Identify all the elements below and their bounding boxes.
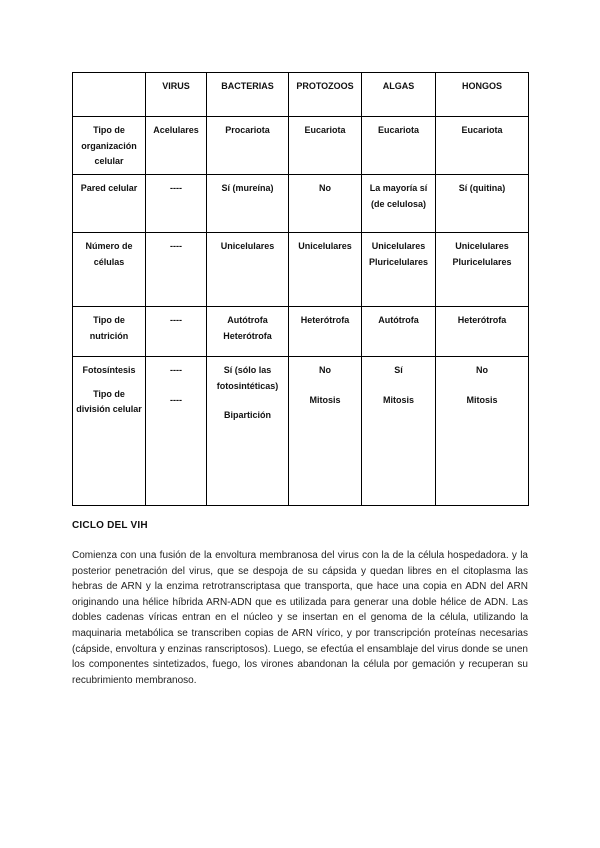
row-label-pared: Pared celular bbox=[73, 175, 146, 233]
cell-pared-algas: La mayoría sí (de celulosa) bbox=[362, 175, 436, 233]
cell-numero-protozoos: Unicelulares bbox=[289, 233, 362, 307]
label-division: Tipo de división celular bbox=[76, 388, 142, 414]
hongos-division: Mitosis bbox=[466, 394, 498, 405]
cell-final-hongos bbox=[436, 357, 529, 506]
header-hongos: HONGOS bbox=[436, 73, 529, 117]
cell-final-protozoos bbox=[289, 357, 362, 506]
cell-pared-hongos: Sí (quitina) bbox=[436, 175, 529, 233]
header-bacterias: BACTERIAS bbox=[207, 73, 289, 117]
algas-fotosintesis: Sí bbox=[394, 365, 403, 375]
cell-nutricion-protozoos: Heterótrofa bbox=[289, 307, 362, 357]
algas-division: Mitosis bbox=[382, 394, 414, 405]
bacterias-division: Bipartición bbox=[223, 410, 271, 420]
row-organizacion bbox=[73, 117, 529, 175]
cell-nutricion-hongos: Heterótrofa bbox=[436, 307, 529, 357]
cell-org-virus: Acelulares bbox=[146, 117, 207, 175]
protozoos-division: Mitosis bbox=[309, 394, 341, 405]
virus-fotosintesis: ---- bbox=[170, 365, 182, 375]
bacterias-fotosintesis: Sí (sólo las fotosintéticas) bbox=[216, 365, 279, 391]
header-row bbox=[73, 73, 529, 117]
cell-numero-virus: ---- bbox=[146, 233, 207, 307]
hongos-fotosintesis: No bbox=[476, 365, 488, 375]
protozoos-fotosintesis: No bbox=[319, 365, 331, 375]
cell-numero-algas: Unicelulares Pluricelulares bbox=[362, 233, 436, 307]
row-label-fotosintesis-division bbox=[73, 357, 146, 506]
header-empty bbox=[73, 73, 146, 117]
section-body: Comienza con una fusión de la envoltura membranosa del virus con la de la célula hospedadora. y la posterior penetración del virus, que se despoja de su cápsida y quedan libres en el citoplasma las hebras de ARN y la enzima retrotranscriptasa que transporta, que hace una copia en ADN del ARN originando una hélice híbrida ARN-ADN que es utilizada para generar una doble hélice de ADN. Las dobles cadenas víricas entran en el núcleo y se insertan en el genoma de la célula, utilizando la maquinaria metabólica se transcriben copias de ARN vírico, y por transcripción proteínas necesarias (cápside, envoltura y enzinas ranscriptosos). Luego, se efectúa el ensamblaje del virus donde se unen los componentes sintetizados, fuego, los virones abandonan la célula por gemación y recuperan su recubrimiento membranoso. bbox=[72, 550, 528, 686]
header-protozoos: PROTOZOOS bbox=[289, 73, 362, 117]
cell-final-virus bbox=[146, 357, 207, 506]
cell-org-algas: Eucariota bbox=[362, 117, 436, 175]
row-nutricion bbox=[73, 307, 529, 357]
section-title: CICLO DEL VIH bbox=[72, 520, 148, 531]
row-label-organizacion: Tipo de organización celular bbox=[73, 117, 146, 175]
row-pared bbox=[73, 175, 529, 233]
label-fotosintesis: Fotosíntesis bbox=[82, 365, 136, 375]
cell-nutricion-virus: ---- bbox=[146, 307, 207, 357]
cell-nutricion-bacterias: Autótrofa Heterótrofa bbox=[207, 307, 289, 357]
cell-pared-bacterias: Sí (mureína) bbox=[207, 175, 289, 233]
cell-pared-virus: ---- bbox=[146, 175, 207, 233]
row-label-numero: Número de células bbox=[73, 233, 146, 307]
cell-numero-hongos: Unicelulares Pluricelulares bbox=[436, 233, 529, 307]
virus-division: ---- bbox=[170, 394, 182, 405]
cell-final-algas bbox=[362, 357, 436, 506]
header-algas: ALGAS bbox=[362, 73, 436, 117]
row-label-nutricion: Tipo de nutrición bbox=[73, 307, 146, 357]
cell-org-protozoos: Eucariota bbox=[289, 117, 362, 175]
cell-final-bacterias bbox=[207, 357, 289, 506]
cell-org-bacterias: Procariota bbox=[207, 117, 289, 175]
row-numero bbox=[73, 233, 529, 307]
row-fotosintesis-division bbox=[73, 357, 529, 506]
cell-numero-bacterias: Unicelulares bbox=[207, 233, 289, 307]
cell-nutricion-algas: Autótrofa bbox=[362, 307, 436, 357]
cell-pared-protozoos: No bbox=[289, 175, 362, 233]
cell-org-hongos: Eucariota bbox=[436, 117, 529, 175]
header-virus: VIRUS bbox=[146, 73, 207, 117]
comparison-table bbox=[72, 72, 529, 506]
